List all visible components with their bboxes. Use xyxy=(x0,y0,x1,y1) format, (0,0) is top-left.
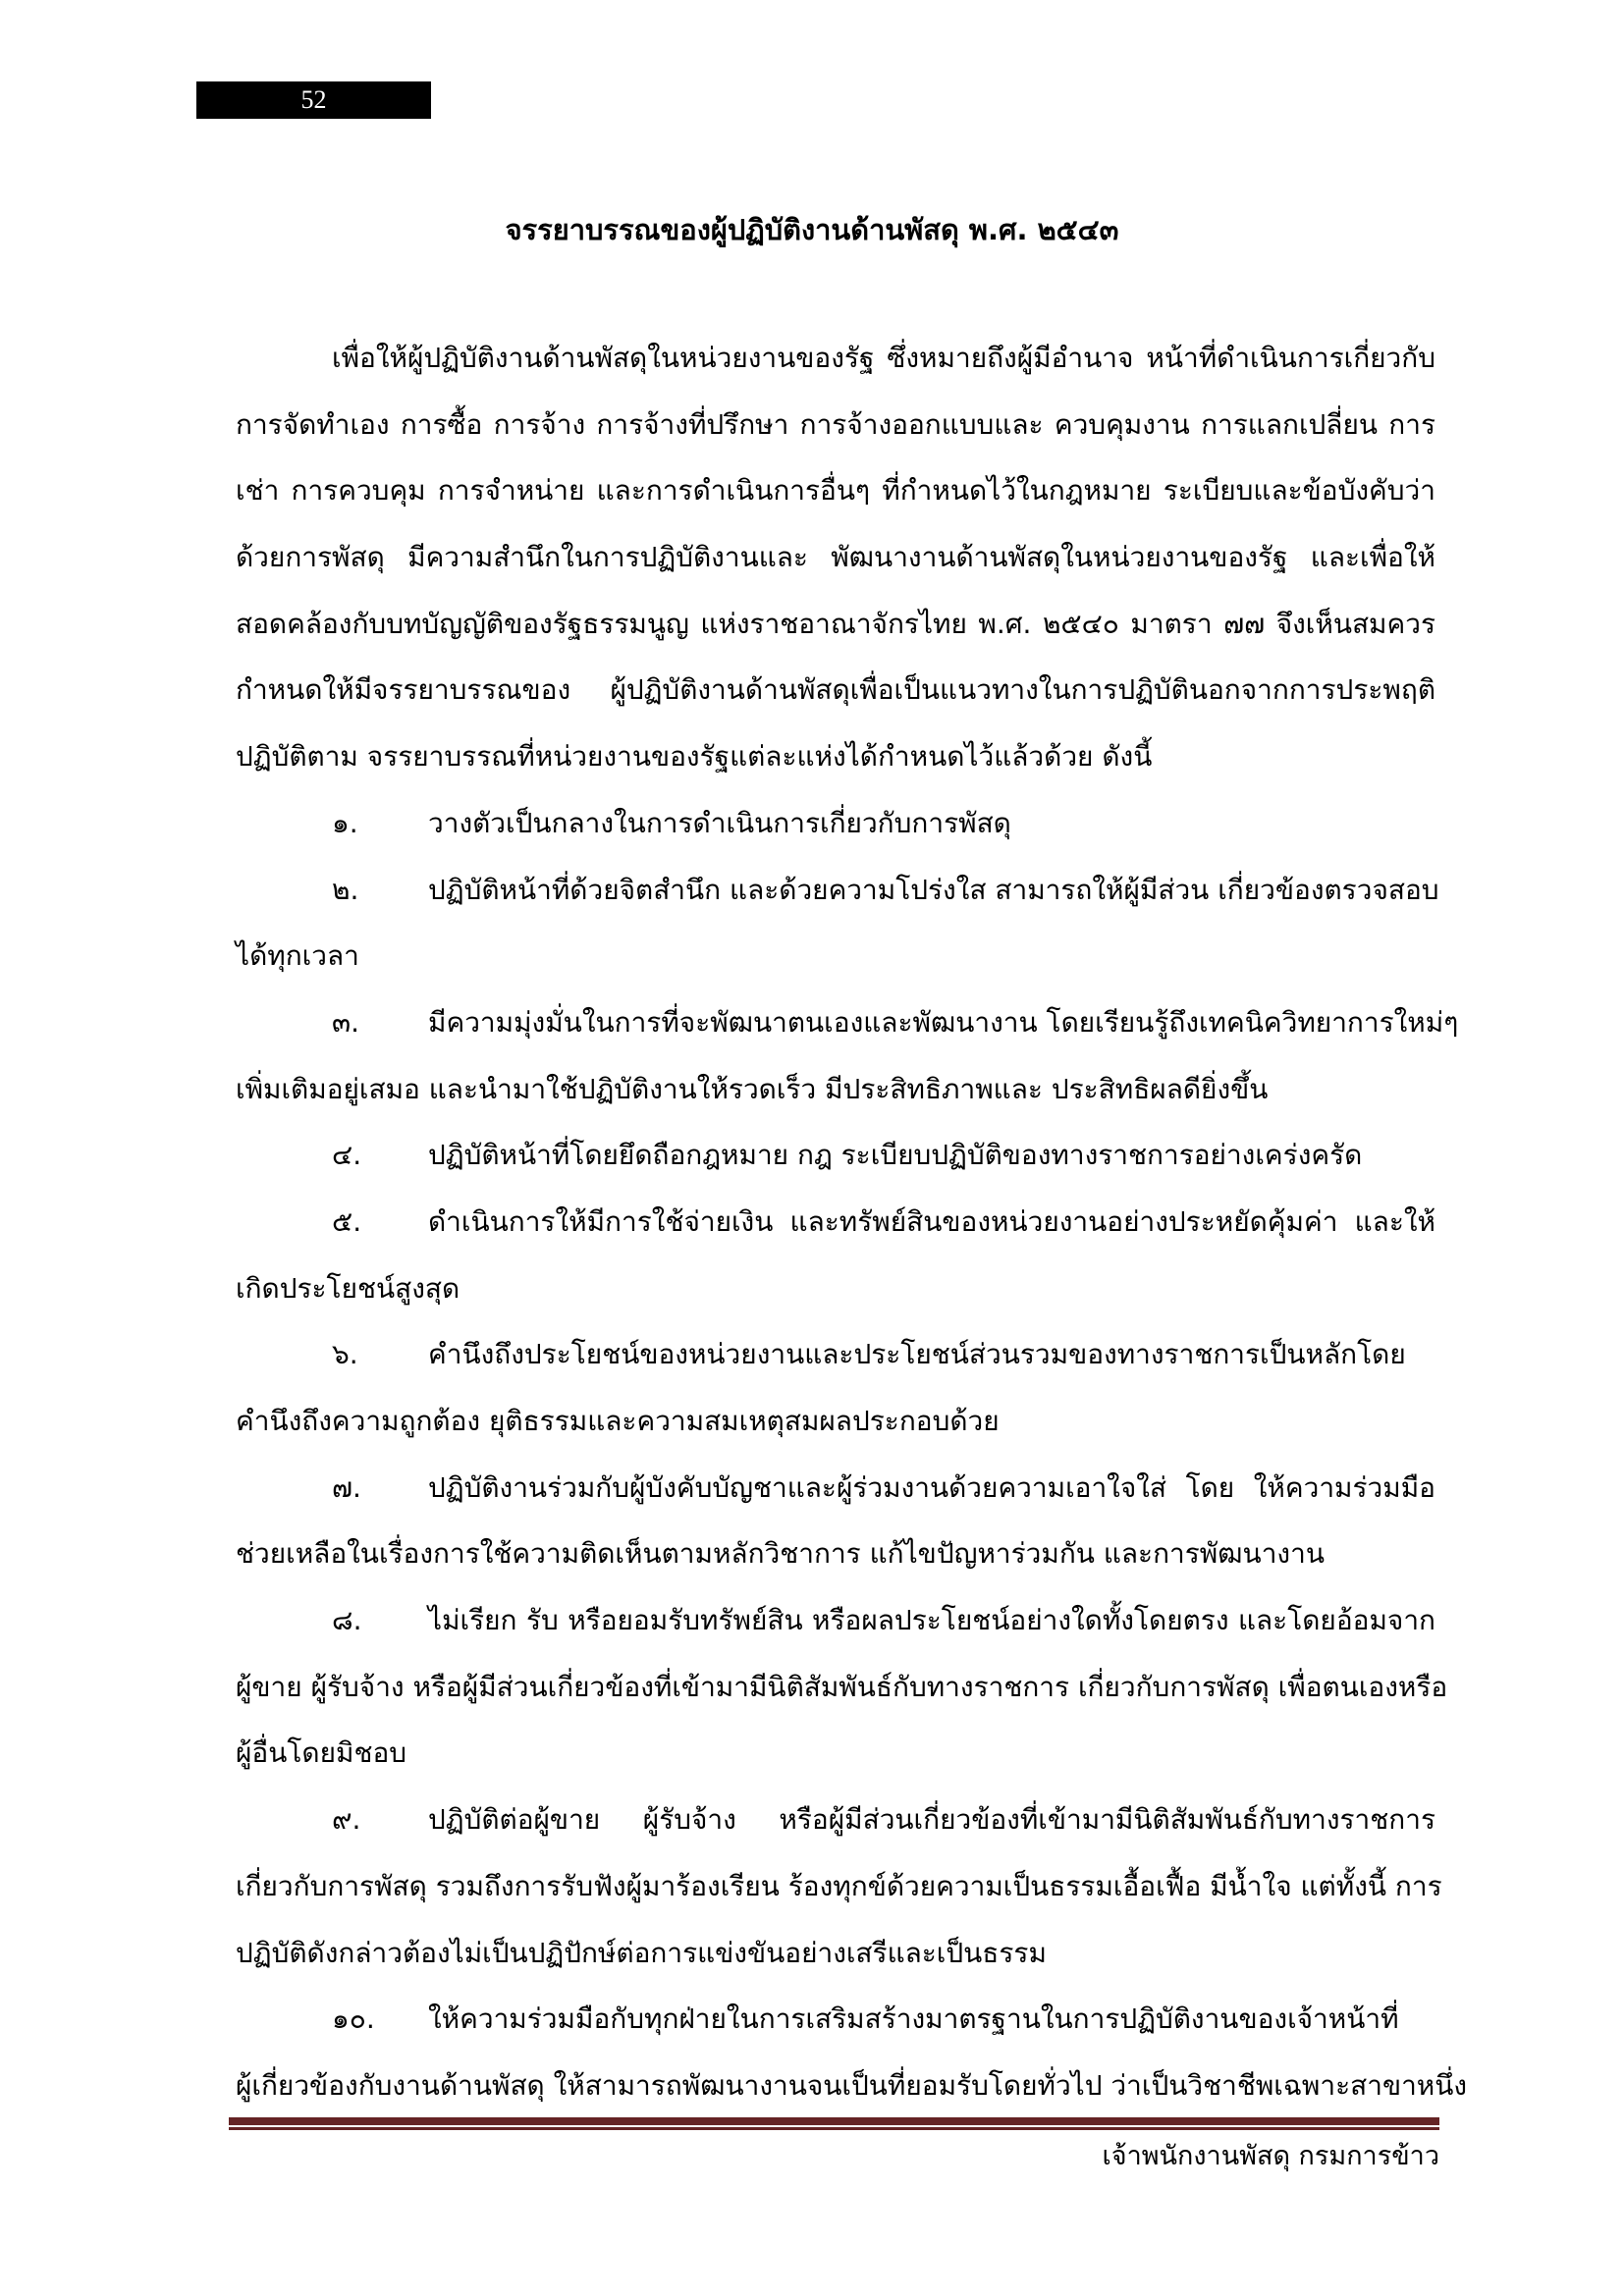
list-item-number: ๖. xyxy=(332,1338,358,1371)
list-item-number: ๔. xyxy=(332,1139,362,1172)
list-item-continuation: ได้ทุกเวลา xyxy=(236,939,359,973)
footer-rule-thick xyxy=(229,2117,1439,2125)
list-item-continuation: ผู้ขาย ผู้รับจ้าง หรือผู้มีส่วนเกี่ยวข้องที่เข้ามามีนิติสัมพันธ์กับทางราชการ เกี่ยวกับการพัสดุ เพื่อตนเองหรือ xyxy=(236,1670,1448,1703)
intro-line: เช่า การควบคุม การจำหน่าย และการดำเนินการอื่นๆ ที่กำหนดไว้ในกฎหมาย ระเบียบและข้อบังคับว่า xyxy=(236,474,1435,507)
list-item xyxy=(236,1122,1435,1189)
list-item-continuation: ปฏิบัติดังกล่าวต้องไม่เป็นปฏิปักษ์ต่อการแข่งขันอย่างเสรีและเป็นธรรม xyxy=(236,1936,1047,1969)
list-item-first-line xyxy=(236,1122,1435,1189)
list-item-first-line xyxy=(236,1455,1435,1522)
list-item-text: ไม่เรียก รับ หรือยอมรับทรัพย์สิน หรือผลประโยชน์อย่างใดทั้งโดยตรง และโดยอ้อมจาก xyxy=(428,1604,1435,1637)
list-item-number: ๒. xyxy=(332,873,359,906)
list-item-first-line xyxy=(236,1787,1435,1853)
list-item-number: ๑. xyxy=(332,806,358,839)
intro-line: การจัดทำเอง การซื้อ การจ้าง การจ้างที่ปรึกษา การจ้างออกแบบและ ควบคุมงาน การแลกเปลี่ยน การ xyxy=(236,407,1435,441)
footer-text: เจ้าพนักงานพัสดุ กรมการข้าว xyxy=(1102,2141,1439,2171)
intro-line: เพื่อให้ผู้ปฏิบัติงานด้านพัสดุในหน่วยงานของรัฐ ซึ่งหมายถึงผู้มีอำนาจ หน้าที่ดำเนินการเกี่ยวกับ xyxy=(332,342,1435,374)
list-item-number: ๕. xyxy=(332,1204,362,1238)
list-item-text: ปฏิบัติหน้าที่ด้วยจิตสำนึก และด้วยความโปร่งใส สามารถให้ผู้มีส่วน เกี่ยวข้องตรวจสอบ xyxy=(428,873,1439,906)
list-item-continuation: เพิ่มเติมอยู่เสมอ และนำมาใช้ปฏิบัติงานให้รวดเร็ว มีประสิทธิภาพและ ประสิทธิผลดียิ่งขึ้น xyxy=(236,1072,1269,1105)
list-item-text: วางตัวเป็นกลางในการดำเนินการเกี่ยวกับการพัสดุ xyxy=(428,806,1011,839)
list-item-number: ๑๐. xyxy=(332,2002,375,2036)
list-item-text: ดำเนินการให้มีการใช้จ่ายเงิน และทรัพย์สินของหน่วยงานอย่างประหยัดคุ้มค่า และให้ xyxy=(428,1204,1435,1238)
list-item-text: ให้ความร่วมมือกับทุกฝ่ายในการเสริมสร้างมาตรฐานในการปฏิบัติงานของเจ้าหน้าที่ xyxy=(428,2002,1399,2036)
page-number: 52 xyxy=(196,81,431,119)
document-title: จรรยาบรรณของผู้ปฏิบัติงานด้านพัสดุ พ.ศ. ๒๕๔๓ xyxy=(505,213,1119,246)
list-item-first-line xyxy=(236,1986,1435,2053)
list-item xyxy=(236,1986,1468,2118)
list-item-number: ๓. xyxy=(332,1005,360,1039)
list-item xyxy=(236,1587,1448,1787)
list-item-first-line xyxy=(236,989,1459,1056)
list-item-continuation: เกิดประโยชน์สูงสุด xyxy=(236,1271,460,1305)
intro-line: ปฏิบัติตาม จรรยาบรรณที่หน่วยงานของรัฐแต่ละแห่งได้กำหนดไว้แล้วด้วย ดังนี้ xyxy=(236,740,1153,774)
list-item-first-line xyxy=(236,857,1439,924)
intro-line: สอดคล้องกับบทบัญญัติของรัฐธรรมนูญ แห่งราชอาณาจักรไทย พ.ศ. ๒๕๔๐ มาตรา ๗๗ จึงเห็นสมควร xyxy=(236,607,1435,640)
list-item-text: คำนึงถึงประโยชน์ของหน่วยงานและประโยชน์ส่วนรวมของทางราชการเป็นหลักโดย xyxy=(428,1338,1406,1371)
list-item-continuation: ช่วยเหลือในเรื่องการใช้ความติดเห็นตามหลักวิชาการ แก้ไขปัญหาร่วมกัน และการพัฒนางาน xyxy=(236,1537,1325,1571)
list-item-continuation: เกี่ยวกับการพัสดุ รวมถึงการรับฟังผู้มาร้องเรียน ร้องทุกข์ด้วยความเป็นธรรมเอื้อเฟื้อ มีน้ำใจ แต่ทั้งนี้ การ xyxy=(236,1869,1442,1902)
document-body xyxy=(236,325,1468,2119)
footer-rule-thin xyxy=(229,2127,1439,2130)
list-item xyxy=(236,790,1435,857)
list-item xyxy=(236,989,1459,1122)
list-item-first-line xyxy=(236,1321,1435,1388)
list-item xyxy=(236,1787,1442,1986)
list-item-number: ๙. xyxy=(332,1803,361,1837)
list-item-first-line xyxy=(236,1587,1435,1654)
list-item xyxy=(236,857,1439,989)
list-item xyxy=(236,1321,1435,1454)
list-item-text: ปฏิบัติหน้าที่โดยยึดถือกฎหมาย กฎ ระเบียบปฏิบัติของทางราชการอย่างเคร่งครัด xyxy=(428,1139,1363,1172)
intro-line: กำหนดให้มีจรรยาบรรณของ ผู้ปฏิบัติงานด้านพัสดุเพื่อเป็นแนวทางในการปฏิบัตินอกจากการประพฤติ xyxy=(236,673,1435,707)
list-item-number: ๗. xyxy=(332,1470,361,1504)
list-item xyxy=(236,1189,1435,1321)
list-item-text: ปฏิบัติงานร่วมกับผู้บังคับบัญชาและผู้ร่วมงานด้วยความเอาใจใส่ โดย ให้ความร่วมมือ xyxy=(428,1470,1435,1504)
list-item-first-line xyxy=(236,790,1435,857)
list-item-continuation: คำนึงถึงความถูกต้อง ยุติธรรมและความสมเหตุสมผลประกอบด้วย xyxy=(236,1405,1000,1437)
intro-line: ด้วยการพัสดุ มีความสำนึกในการปฏิบัติงานและ พัฒนางานด้านพัสดุในหน่วยงานของรัฐ และเพื่อให้ xyxy=(236,541,1435,574)
list-item xyxy=(236,1455,1435,1587)
list-item-continuation: ผู้อื่นโดยมิชอบ xyxy=(236,1736,407,1770)
list-item-number: ๘. xyxy=(332,1604,362,1637)
list-item-first-line xyxy=(236,1189,1435,1255)
list-item-text: มีความมุ่งมั่นในการที่จะพัฒนาตนเองและพัฒนางาน โดยเรียนรู้ถึงเทคนิควิทยาการใหม่ๆ xyxy=(428,1005,1459,1039)
list-item-continuation: ผู้เกี่ยวข้องกับงานด้านพัสดุ ให้สามารถพัฒนางานจนเป็นที่ยอมรับโดยทั่วไป ว่าเป็นวิชาชีพเฉพาะสาขาหนึ่ง xyxy=(236,2068,1468,2102)
list-item-text: ปฏิบัติต่อผู้ขาย ผู้รับจ้าง หรือผู้มีส่วนเกี่ยวข้องที่เข้ามามีนิติสัมพันธ์กับทางราชการ xyxy=(428,1803,1435,1837)
